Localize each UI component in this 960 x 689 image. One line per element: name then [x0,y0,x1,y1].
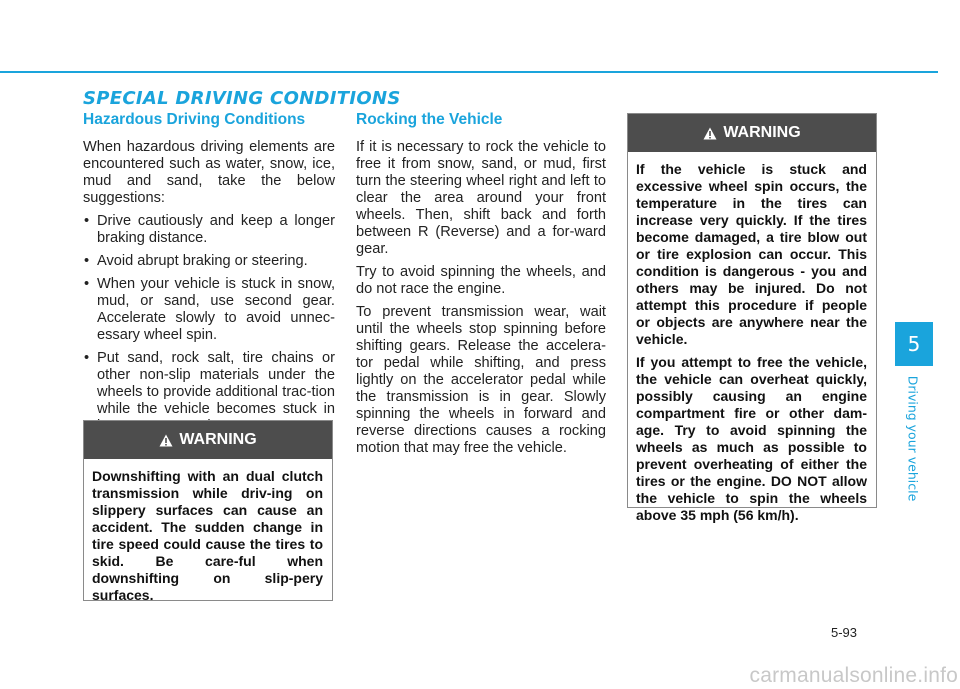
warning-body [628,152,876,534]
watermark: carmanualsonline.info [749,664,958,687]
warning-triangle-icon [159,434,173,447]
warning-label: WARNING [179,431,257,448]
warning-box-downshifting [83,420,333,601]
warning-header [84,421,332,459]
warning-text: If the vehicle is stuck and excessive wheel spin occurs, the temperature in the tires can increase very quickly. If the tires become damaged, a tire blow out or tire explosion can occur. This condition is dangerous - you and others may be injured. Do not attempt this procedure if people or objects are anywhere near the vehicle. [636,161,867,347]
warning-triangle-icon [703,127,717,140]
chapter-label-text: Driving your vehicle [905,375,921,502]
middle-column [356,110,606,463]
rocking-paragraph: If it is necessary to rock the vehicle to free it from snow, sand, or mud, first turn the steering wheel right and left to clear the area around your front wheels. Then, shift back and forth between R (Reverse) and a for-ward gear. [356,139,606,257]
bullet-icon: • [84,350,90,366]
bullet-icon: • [84,213,90,229]
bullet-icon: • [84,276,90,292]
warning-body [84,459,332,614]
warning-box-stuck-vehicle [627,113,877,523]
bullet-item: • Put sand, rock salt, tire chains or other non-slip materials under the wheels to provide additional trac-tion while the vehicle becomes stuck in [84,350,335,417]
page-number: 5-93 [831,625,858,640]
left-column [83,110,335,441]
warning-text: Downshifting with an dual clutch transmission while driv-ing on slippery surfaces can cause an accident. The sudden change in tire speed could cause the tires to skid. Be care-ful when downshifting on slip-pery surfaces. [92,468,323,603]
bullet-item: • When your vehicle is stuck in snow, mud, or sand, use second gear. Accelerate slowly to avoid unnec-essary wheel spin. [84,276,335,343]
rocking-heading: Rocking the Vehicle [356,111,503,128]
hazardous-heading: Hazardous Driving Conditions [83,111,306,128]
warning-text: If you attempt to free the vehicle, the vehicle can overheat quickly, possibly causing an engine compartment fire or other dam-age. Try to avoid spinning the wheels as much as possible to prevent overheating of either the tires or the engine. DO NOT allow the vehicle to spin the wheels above 35 mph (56 km/h). [636,354,867,523]
bullet-item: • Avoid abrupt braking or steering. [84,253,308,269]
chapter-label [893,376,933,501]
rocking-paragraph: To prevent transmission wear, wait until the wheels stop spinning before shifting gears. Release the accelera-tor pedal while shifting, and press lightly on the accelerator pedal while the transmission is in gear. Slowly spinning the wheels in forward and reverse directions causes a rocking motion that may free the vehicle. [356,304,606,456]
top-rule [0,71,938,73]
chapter-number-tab: 5 [895,322,933,366]
bullet-icon: • [84,253,90,269]
bullet-item: • Drive cautiously and keep a longer braking distance. [84,213,335,246]
hazardous-intro: When hazardous driving elements are encountered such as water, snow, ice, mud and sand, take the below suggestions: [83,139,335,206]
warning-label: WARNING [723,124,801,141]
warning-header [628,114,876,152]
section-title: SPECIAL DRIVING CONDITIONS [83,88,401,109]
hazardous-bullet-list [83,213,335,435]
rocking-paragraph: Try to avoid spinning the wheels, and do not race the engine. [356,264,606,297]
